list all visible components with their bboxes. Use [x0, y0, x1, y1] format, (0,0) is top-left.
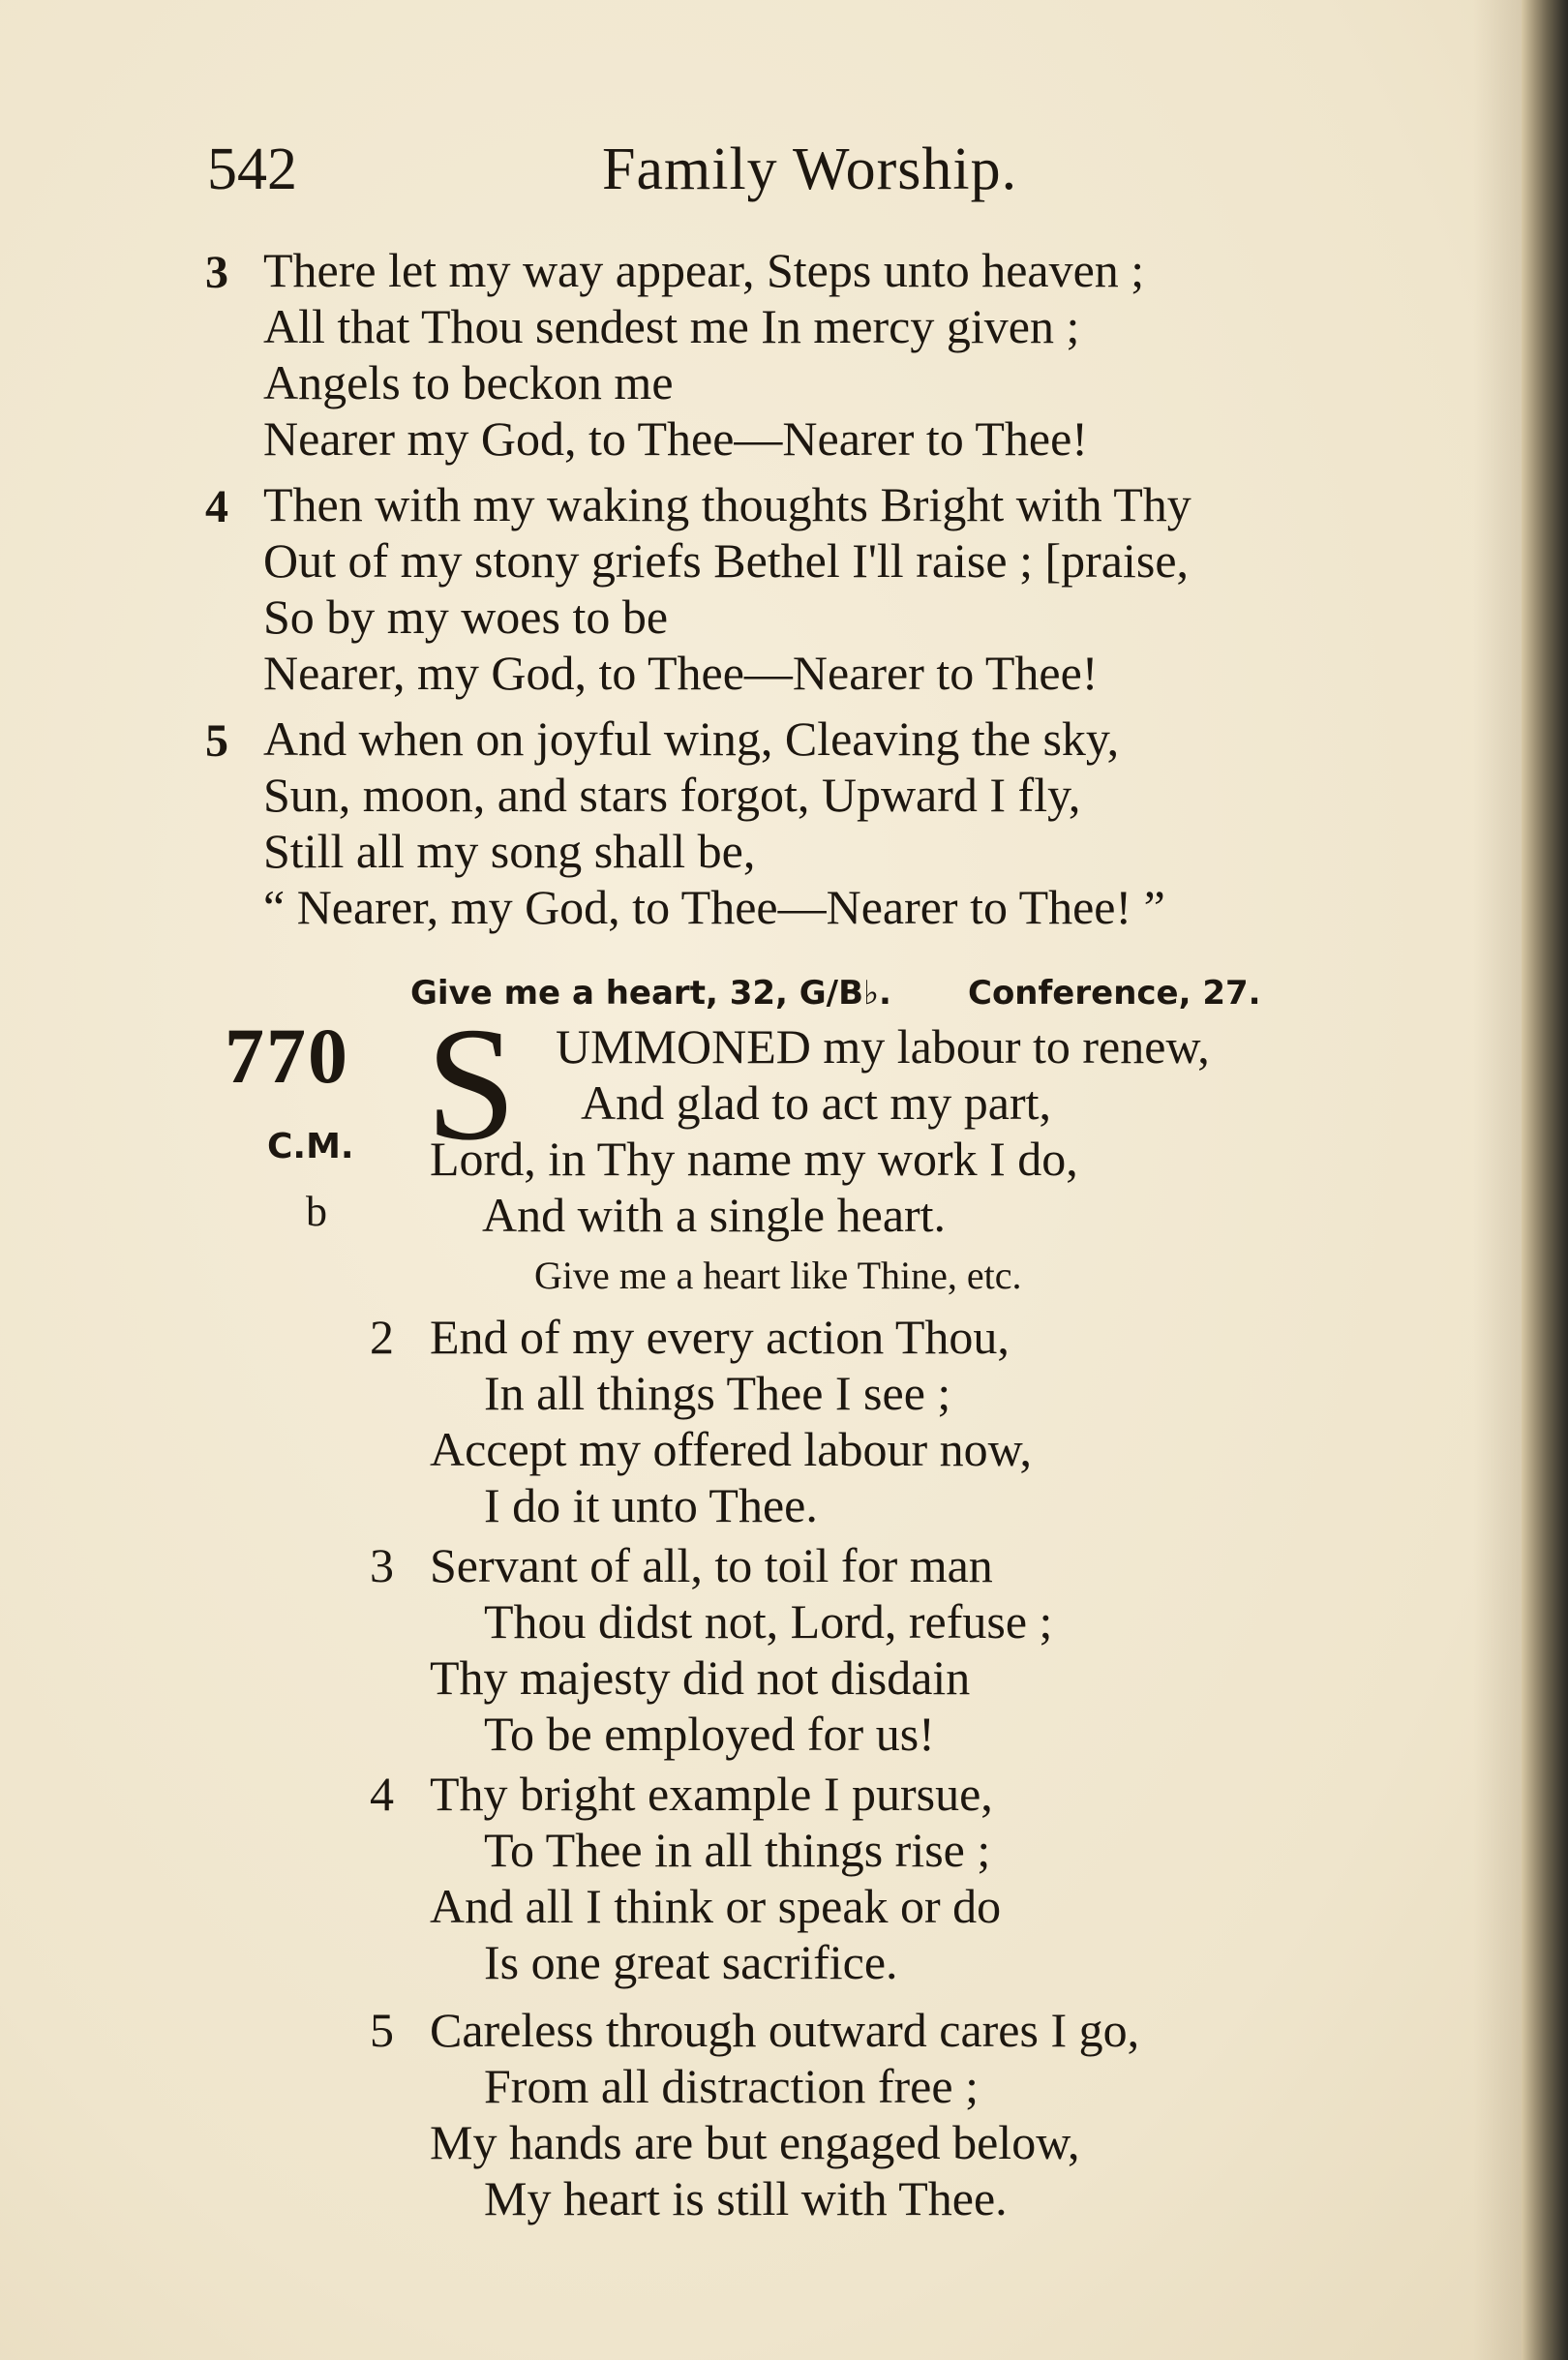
- verse-line: Accept my offered labour now,: [430, 1422, 1032, 1476]
- verse-number: 3: [205, 247, 228, 298]
- verse-line: From all distraction free ;: [484, 2059, 979, 2113]
- verse-line: Is one great sacrifice.: [484, 1935, 898, 1989]
- verse-line: UMMONED my labour to renew,: [556, 1019, 1210, 1074]
- verse-line: Still all my song shall be,: [263, 824, 756, 878]
- verse-line: And with a single heart.: [482, 1188, 947, 1242]
- book-binding-edge: [1522, 0, 1568, 2360]
- hymn-meter: C.M.: [267, 1127, 354, 1166]
- verse-number: 5: [205, 715, 228, 767]
- verse-number: 5: [370, 2003, 394, 2057]
- verse-line: Thy bright example I pursue,: [430, 1767, 993, 1821]
- verse-line: Sun, moon, and stars forgot, Upward I fly,: [263, 768, 1081, 822]
- verse-line: Thou didst not, Lord, refuse ;: [484, 1594, 1053, 1649]
- drop-cap-letter: S: [426, 994, 517, 1174]
- gutter-shadow: [1473, 0, 1522, 2360]
- verse-line: Nearer my God, to Thee—Nearer to Thee!: [263, 411, 1088, 466]
- page-title: Family Worship.: [602, 136, 1018, 202]
- verse-line: My heart is still with Thee.: [484, 2171, 1008, 2225]
- verse-line: And all I think or speak or do: [430, 1879, 1002, 1933]
- verse-line: To Thee in all things rise ;: [484, 1823, 991, 1877]
- hymn-number: 770: [225, 1012, 349, 1100]
- verse-line: Careless through outward cares I go,: [430, 2003, 1140, 2057]
- verse-line: And glad to act my part,: [581, 1075, 1051, 1130]
- verse-line: Then with my waking thoughts Bright with Thy: [263, 477, 1191, 531]
- verse-line: Thy majesty did not disdain: [430, 1650, 971, 1705]
- verse-line: There let my way appear, Steps unto heaven ;: [263, 243, 1145, 297]
- verse-line: And when on joyful wing, Cleaving the sky,: [263, 711, 1120, 766]
- verse-number: 4: [205, 481, 228, 532]
- tune-info: Give me a heart, 32, G/B♭.: [410, 974, 891, 1013]
- alternate-tune: Conference, 27.: [968, 974, 1261, 1013]
- hymn-key: b: [306, 1188, 327, 1235]
- verse-line: Lord, in Thy name my work I do,: [430, 1132, 1078, 1186]
- verse-number: 4: [370, 1767, 394, 1821]
- verse-line: My hands are but engaged below,: [430, 2115, 1080, 2169]
- page-number: 542: [207, 136, 297, 202]
- verse-line: All that Thou sendest me In mercy given ;: [263, 299, 1080, 353]
- refrain-note: Give me a heart like Thine, etc.: [534, 1254, 1022, 1297]
- verse-line: Servant of all, to toil for man: [430, 1538, 993, 1592]
- verse-line: I do it unto Thee.: [484, 1478, 818, 1532]
- verse-line: “ Nearer, my God, to Thee—Nearer to Thee! ”: [263, 880, 1165, 934]
- verse-line: To be employed for us!: [484, 1707, 935, 1761]
- verse-line: Nearer, my God, to Thee—Nearer to Thee!: [263, 646, 1099, 700]
- verse-line: So by my woes to be: [263, 590, 669, 644]
- verse-line: Out of my stony griefs Bethel I'll raise ; [praise,: [263, 533, 1190, 588]
- verse-line: In all things Thee I see ;: [484, 1366, 951, 1420]
- verse-number: 2: [370, 1310, 394, 1364]
- verse-line: End of my every action Thou,: [430, 1310, 1010, 1364]
- verse-number: 3: [370, 1538, 394, 1592]
- verse-line: Angels to beckon me: [263, 355, 674, 409]
